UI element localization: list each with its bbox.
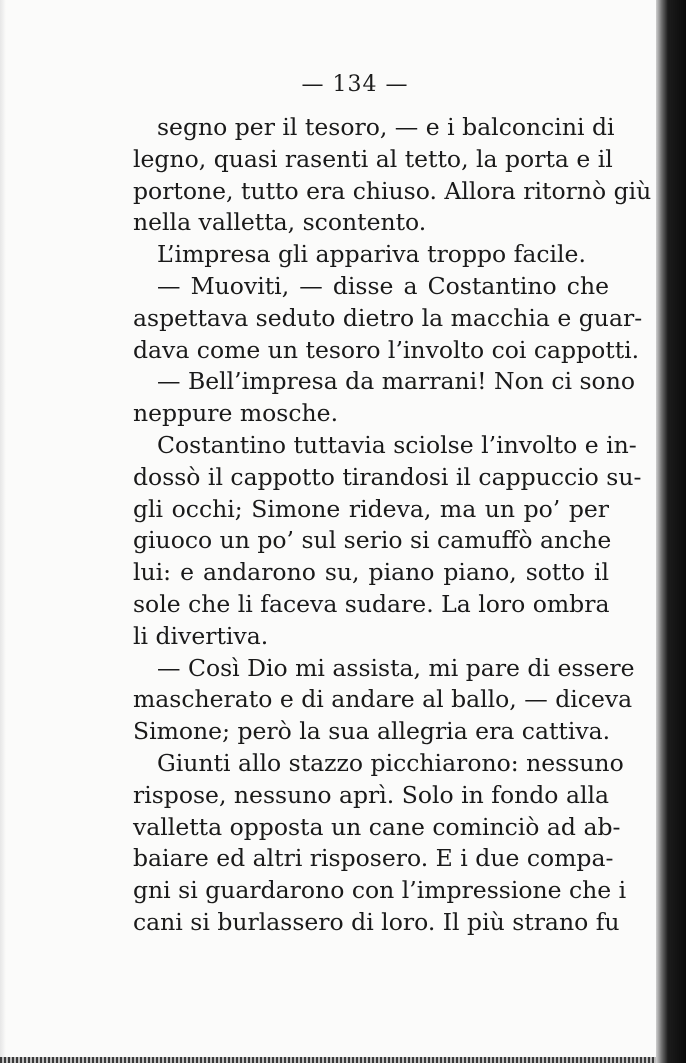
book-spine <box>656 0 686 1063</box>
text-line: aspettava seduto dietro la macchia e guar- <box>133 303 643 332</box>
text-line: Simone; però la sua allegria era cattiva. <box>133 717 611 746</box>
text-line: segno per il tesoro, — e i balconcini di <box>157 113 615 141</box>
text-line: valletta opposta un cane cominciò ad ab- <box>133 812 621 841</box>
text-line: gli occhi; Simone rideva, ma un po’ per <box>133 494 609 523</box>
text-line: Giunti allo stazzo picchiarono: nessuno <box>157 748 624 777</box>
text-line: — Bell’impresa da marrani! Non ci sono <box>157 367 635 396</box>
text-line: dossò il cappotto tirandosi il cappuccio su- <box>133 462 642 491</box>
text-line: mascherato e di andare al ballo, — diceva <box>133 685 633 714</box>
text-line: nella valletta, scontento. <box>133 208 427 237</box>
text-line: portone, tutto era chiuso. Allora ritornò giù <box>133 176 652 205</box>
text-line: giuoco un po’ sul serio si camuffò anche <box>133 526 612 555</box>
text-line: neppure mosche. <box>133 399 339 428</box>
text-line: gni si guardarono con l’impressione che i <box>133 876 627 905</box>
page-number: — 134 — <box>301 72 409 97</box>
text-line: Costantino tuttavia sciolse l’involto e in- <box>157 430 637 459</box>
text-line: sole che li faceva sudare. La loro ombra <box>133 589 610 618</box>
text-line: L’impresa gli appariva troppo facile. <box>157 240 586 269</box>
text-line: rispose, nessuno aprì. Solo in fondo alla <box>133 780 609 809</box>
text-line: — Così Dio mi assista, mi pare di essere <box>157 653 635 682</box>
text-line: li divertiva. <box>133 621 269 650</box>
text-line: cani si burlassero di loro. Il più strano fu <box>133 907 620 936</box>
text-line: dava come un tesoro l’involto coi cappotti. <box>133 335 640 364</box>
text-line: legno, quasi rasenti al tetto, la porta e il <box>133 144 613 173</box>
text-line: baiare ed altri risposero. E i due compa- <box>133 844 614 873</box>
text-line: lui: e andarono su, piano piano, sotto il <box>133 558 609 587</box>
text-line: — Muoviti, — disse a Costantino che <box>157 271 609 300</box>
page-left-edge <box>0 0 6 1063</box>
body-text <box>133 112 652 939</box>
page-bottom-edge <box>0 1057 656 1063</box>
